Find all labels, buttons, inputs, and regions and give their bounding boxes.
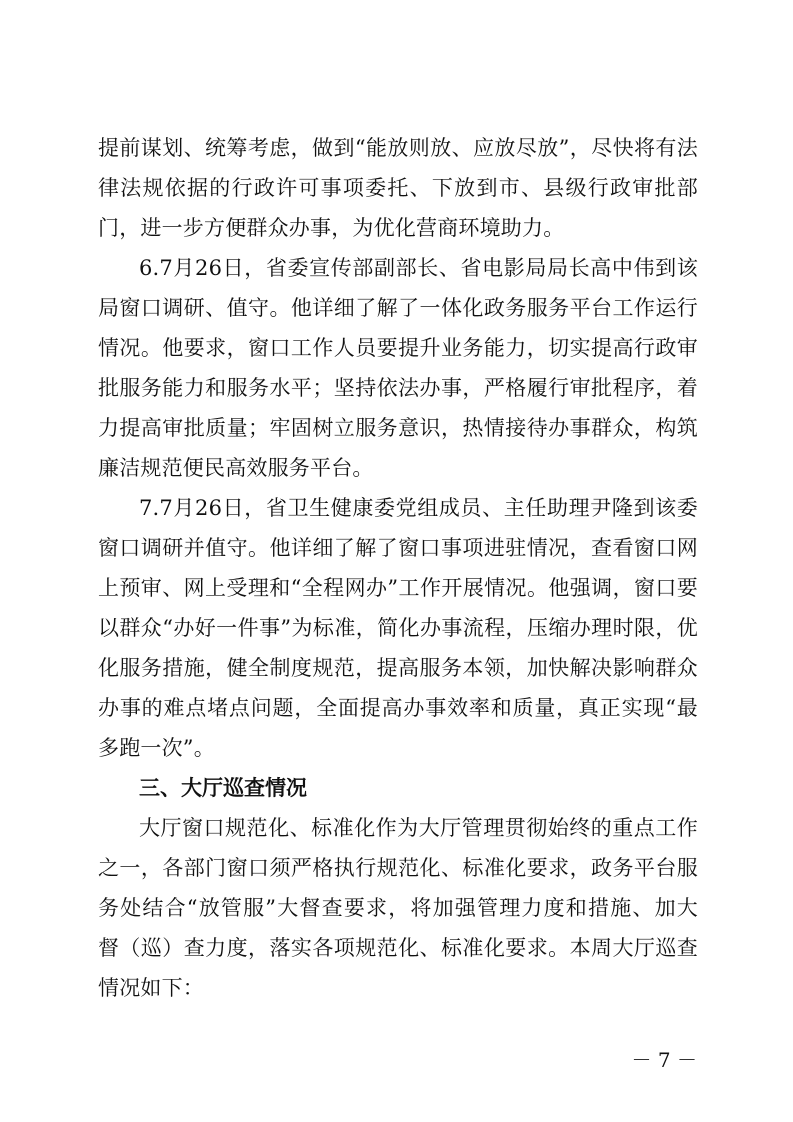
text-line: 门，进一步方便群众办事，为优化营商环境助力。 [98, 216, 565, 240]
text-line: 上预审、网上受理和“全程网办”工作开展情况。他强调，窗口要 [98, 576, 698, 600]
text-line: 情况。他要求，窗口工作人员要提升业务能力，切实提高行政审 [98, 336, 698, 360]
text-line: 化服务措施，健全制度规范，提高服务本领，加快解决影响群众 [98, 656, 698, 680]
text-line: 力提高审批质量；牢固树立服务意识，热情接待办事群众，构筑 [98, 416, 698, 440]
text-line: 7.7月26日，省卫生健康委党组成员、主任助理尹隆到该委 [139, 496, 698, 520]
text-line: 务处结合“放管服”大督查要求，将加强管理力度和措施、加大 [98, 896, 698, 920]
text-line: 之一，各部门窗口须严格执行规范化、标准化要求，政务平台服 [98, 856, 698, 880]
text-line: 大厅窗口规范化、标准化作为大厅管理贯彻始终的重点工作 [139, 816, 698, 840]
text-line: 批服务能力和服务水平；坚持依法办事，严格履行审批程序，着 [98, 376, 698, 400]
text-line: 局窗口调研、值守。他详细了解了一体化政务服务平台工作运行 [98, 296, 698, 320]
text-line: 律法规依据的行政许可事项委托、下放到市、县级行政审批部 [98, 176, 698, 200]
section-heading: 三、大厅巡查情况 [139, 776, 307, 800]
text-line: 多跑一次”。 [98, 736, 215, 760]
text-line: 情况如下： [98, 976, 204, 1000]
page-number: － 7 － [631, 1048, 697, 1072]
text-line: 6.7月26日，省委宣传部副部长、省电影局局长高中伟到该 [139, 256, 698, 280]
text-line: 提前谋划、统筹考虑，做到“能放则放、应放尽放”，尽快将有法 [98, 136, 698, 160]
text-line: 窗口调研并值守。他详细了解了窗口事项进驻情况，查看窗口网 [98, 536, 698, 560]
text-line: 以群众“办好一件事”为标准，简化办事流程，压缩办理时限，优 [98, 616, 698, 640]
text-line: 督（巡）查力度，落实各项规范化、标准化要求。本周大厅巡查 [98, 936, 698, 960]
text-line: 廉洁规范便民高效服务平台。 [98, 456, 374, 480]
text-line: 办事的难点堵点问题，全面提高办事效率和质量，真正实现“最 [98, 696, 698, 720]
